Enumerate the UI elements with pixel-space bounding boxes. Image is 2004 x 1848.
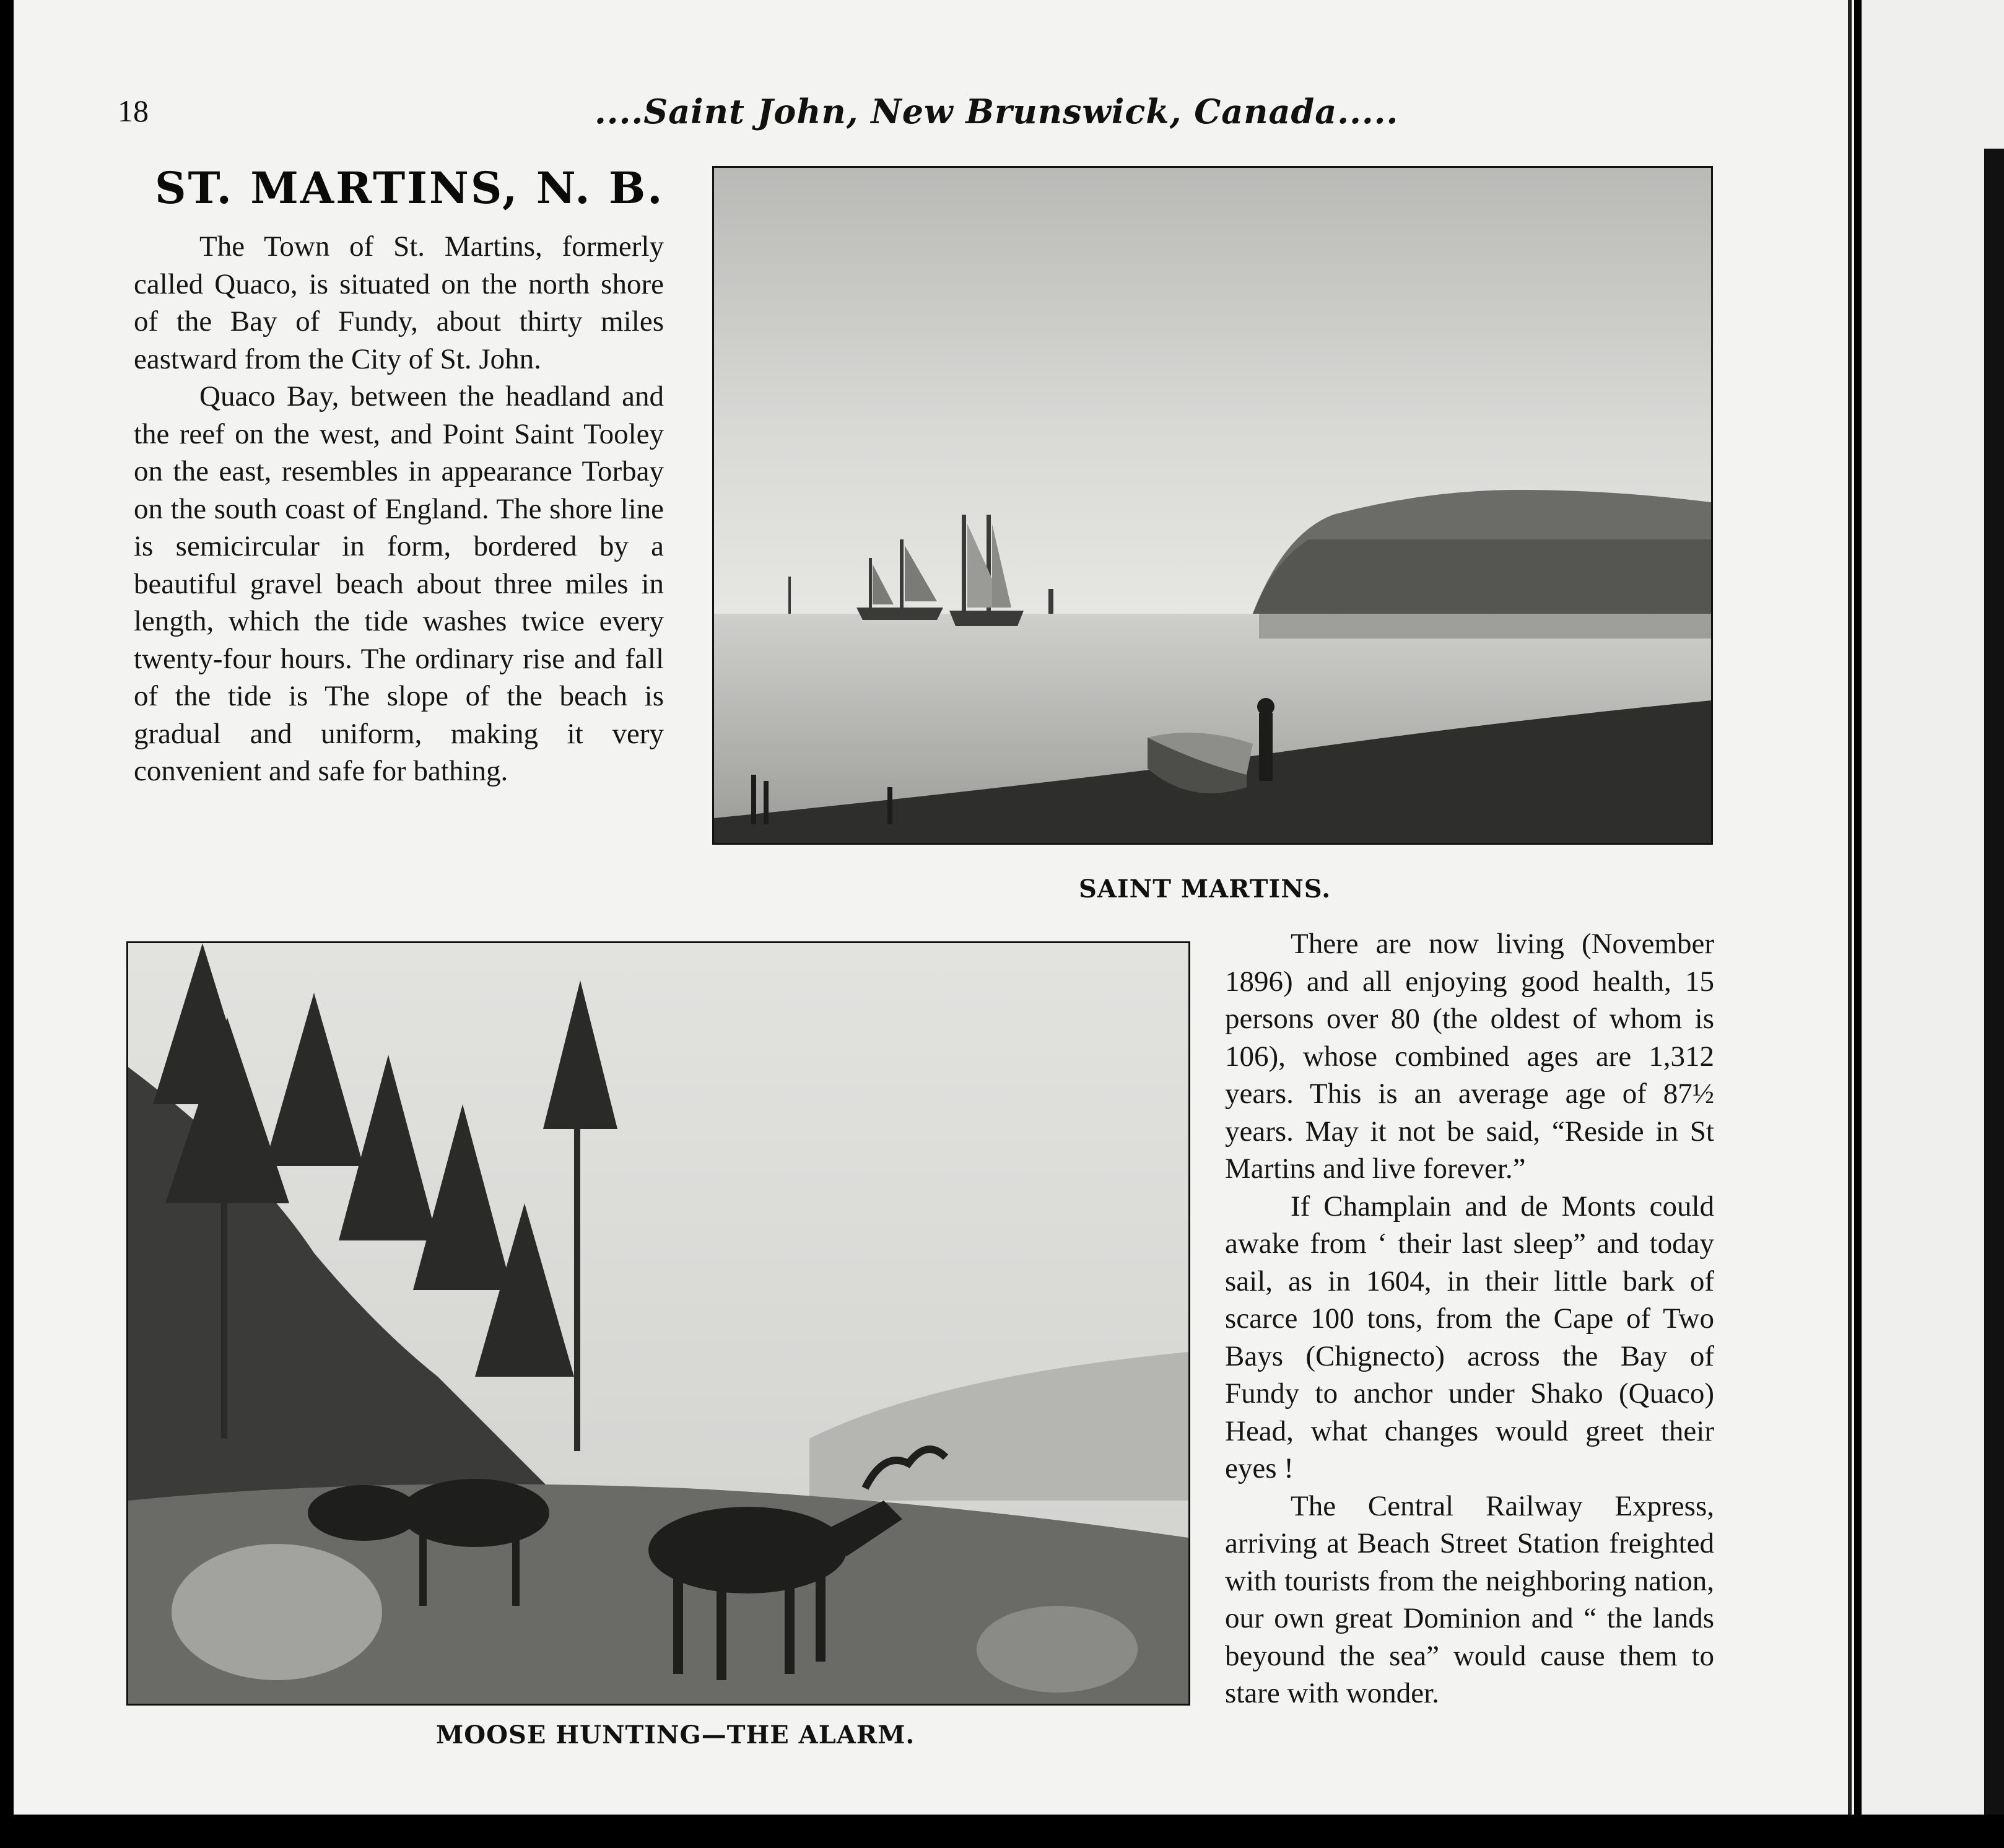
left-text-column — [134, 228, 664, 790]
article-title: ST. MARTINS, N. B. — [155, 162, 664, 214]
paragraph: The Town of St. Martins, formerly called Quaco, is situated on the north shore of the Bay of Fundy, about thirty miles eastward from the City of St. John. — [134, 230, 664, 375]
paragraph: There are now living (November 1896) and all enjoying good health, 15 persons over 80 (the oldest of whom is 106), whose combined ages are 1,312 years. This is an average age of 87½ years. May it not be said, “Reside in St Martins and live forever.” — [1225, 928, 1714, 1185]
caption-moose-hunting: MOOSE HUNTING—THE ALARM. — [436, 1720, 915, 1750]
running-header: ....Saint John, New Brunswick, Canada..... — [595, 92, 1399, 131]
facing-page-edge — [1862, 0, 2004, 1815]
moose-hunting-illustration — [126, 941, 1190, 1706]
paragraph: The Central Railway Express, arriving at Beach Street Station freighted with tourists from the neighboring nation, our own great Dominion and “ the lands beyound the sea” would cause them to stare with wonder. — [1225, 1489, 1714, 1709]
page-number: 18 — [118, 94, 149, 128]
paragraph: If Champlain and de Monts could awake from ‘ their last sleep” and today sail, as in 1604, in their little bark of scarce 100 tons, from the Cape of Two Bays (Chignecto) across the Bay of Fundy to anchor under Shako (Quaco) Head, what changes would greet their eyes ! — [1225, 1190, 1714, 1484]
right-text-column — [1225, 925, 1714, 1712]
facing-page-shadow — [1984, 149, 2004, 1815]
caption-saint-martins: SAINT MARTINS. — [1079, 874, 1331, 904]
saint-martins-illustration — [712, 166, 1713, 845]
paragraph: Quaco Bay, between the headland and the reef on the west, and Point Saint Tooley on the east, resembles in appearance Torbay on the south coast of England. The shore line is semicircular in form, bordered by a beautiful gravel beach about three miles in length, which the tide washes twice every twenty-four hours. The ordinary rise and fall of the tide is The slope of the beach is gradual and uniform, making it very convenient and safe for bathing. — [134, 380, 664, 787]
page-gutter — [1848, 0, 1852, 1815]
